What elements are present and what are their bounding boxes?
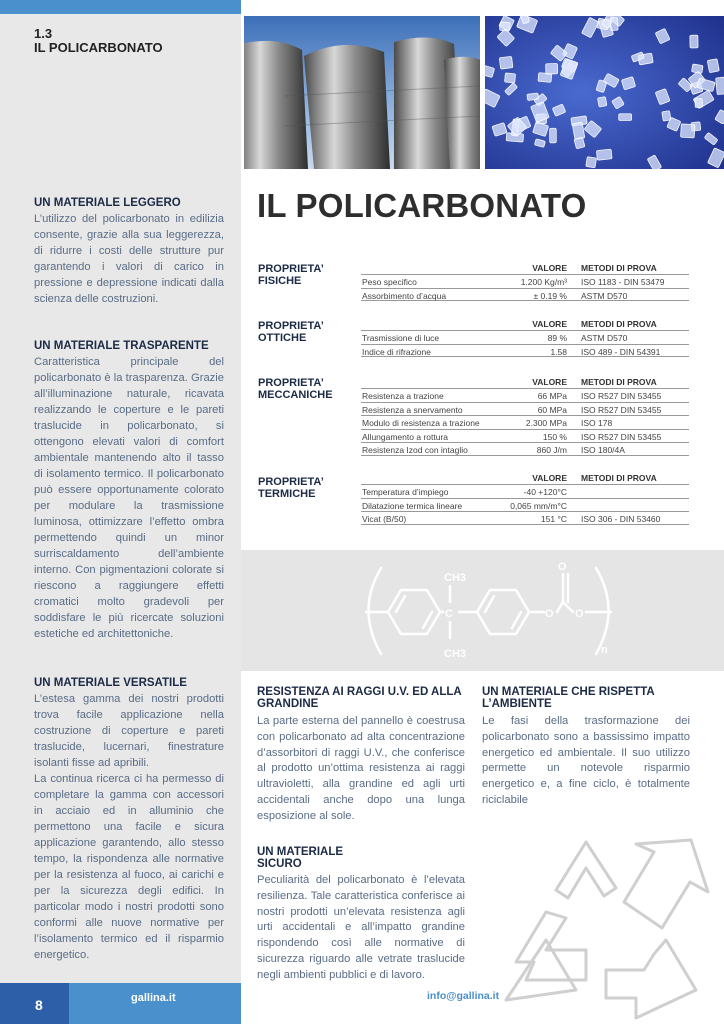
table-header xyxy=(361,376,689,388)
pellet-shape xyxy=(610,18,618,31)
cell-method: ISO R527 DIN 53455 xyxy=(581,391,662,401)
table-header xyxy=(361,318,689,330)
property-group-label: PROPRIETA’ TERMICHE xyxy=(258,476,324,500)
cell-name: Resistenza Izod con intaglio xyxy=(362,445,468,455)
cell-name: Modulo di resistenza a trazione xyxy=(362,418,480,428)
side-block-heading: UN MATERIALE LEGGERO xyxy=(34,197,181,209)
cell-value: ± 0.19 % xyxy=(533,290,567,301)
header-method: METODI DI PROVA xyxy=(581,263,657,273)
pellet-shape xyxy=(619,114,632,121)
table-row xyxy=(361,484,689,498)
site-link[interactable]: gallina.it xyxy=(69,983,241,1024)
sidebar-top-bar xyxy=(0,0,241,14)
table-row xyxy=(361,330,689,344)
pellet-shape xyxy=(681,124,695,138)
formula-ch3-bottom: CH3 xyxy=(444,648,467,660)
polycarbonate-formula xyxy=(241,550,724,671)
cell-name: Assorbimento d’acqua xyxy=(362,290,447,301)
pellet-shape xyxy=(499,56,513,69)
cell-name: Trasmissione di luce xyxy=(362,333,440,343)
recycle-icon xyxy=(486,830,712,1024)
property-table xyxy=(361,376,689,456)
cell-name: Resistenza a trazione xyxy=(362,391,444,401)
sidebar xyxy=(0,0,241,1024)
side-block-heading: UN MATERIALE TRASPARENTE xyxy=(34,340,209,352)
side-block-leggero xyxy=(34,197,224,307)
table-header xyxy=(361,472,689,484)
formula-ch3-top: CH3 xyxy=(444,572,467,584)
cell-value: 2.300 MPa xyxy=(525,418,567,428)
cell-name: Dilatazione termica lineare xyxy=(362,500,463,511)
pellet-shape xyxy=(707,59,719,73)
page-number: 8 xyxy=(0,983,69,1024)
cell-method: ASTM D570 xyxy=(581,333,628,343)
pellet-shape xyxy=(596,149,612,160)
table-row xyxy=(361,344,689,358)
block-ambiente-heading: UN MATERIALE CHE RISPETTA L’AMBIENTE xyxy=(482,686,655,710)
header-value: VALORE xyxy=(532,473,567,483)
cell-method: ISO 178 xyxy=(581,418,613,428)
property-group-label: PROPRIETA’ FISICHE xyxy=(258,263,324,287)
table-row xyxy=(361,402,689,416)
cell-value: -40 +120°C xyxy=(523,487,567,497)
pellet-shape xyxy=(550,128,557,143)
page-title: IL POLICARBONATO xyxy=(257,187,587,224)
cell-name: Peso specifico xyxy=(362,277,417,287)
pellet-shape xyxy=(586,157,597,168)
pellet-shape xyxy=(691,64,703,74)
section-title: IL POLICARBONATO xyxy=(34,40,163,55)
cell-value: 1.200 Kg/m³ xyxy=(520,277,567,287)
cell-value: 860 J/m xyxy=(536,445,567,455)
property-table xyxy=(361,472,689,525)
cell-name: Temperatura d’impiego xyxy=(362,487,449,497)
table-row xyxy=(361,274,689,288)
cell-name: Indice di rifrazione xyxy=(362,346,431,357)
cell-method: ISO 180/4A xyxy=(581,445,625,455)
silos-photo xyxy=(244,16,480,169)
cell-name: Resistenza a snervamento xyxy=(362,404,463,415)
pellet-shape xyxy=(527,93,539,101)
side-block-text: Caratteristica principale del policarbonato è la trasparenza. Grazie all’illuminazione naturale, ricavata realizzando le coperture e le pareti traslucide in policarbonato, si ottengono elevati valori di comfort ambientale mantenendo alto il tasso di isolamento termico. Il policarbonato può essere opportunamente colorato per modulare la trasmissione luminosa, ottimizzare l’effetto ombra permettendo quindi un minor surriscaldamento dell’ambiente interno. Con pigmentazioni colorate si riescono a raggiungere effetti cromatici molto gradevoli per soddisfare le più ricercate soluzioni estetiche ed architettoniche. xyxy=(34,356,224,640)
table-row xyxy=(361,429,689,443)
header-value: VALORE xyxy=(532,319,567,329)
pellet-shape xyxy=(597,97,606,107)
block-uv xyxy=(257,686,465,825)
cell-name: Allungamento a rottura xyxy=(362,431,448,442)
cell-value: 66 MPa xyxy=(537,391,567,401)
side-block-text: L’estesa gamma dei nostri prodotti trova facile applicazione nella costruzione di coperture e pareti traslucide, lucernari, finestrature isolanti fisse ad apribili. La continua ricerca ci ha permesso di completare la gamma con accessori in acciaio ed in alluminio che permettono una facile e sicura applicazione garantendo, allo stesso tempo, la rispondenza alle normative per la resistenza al fuoco, ai carichi e per la sicurezza degli edifici. In particolar modo i nostri prodotti sono conformi alle nuove normative per l’isolamento termico ed il risparmio energetico. xyxy=(34,693,224,961)
pellet-shape xyxy=(546,63,558,74)
block-sicuro-text: Peculiarità del policarbonato è l’elevata resilienza. Tale caratteristica conferisce ai nostri prodotti un’elevata resistenza agli urti accidentali e all’impatto grandine rispondendo così alle normative di sicurezza riguardo alle vetrate traslucide negli ambienti pubblici e di lavoro. xyxy=(257,874,465,981)
section-number: 1.3 xyxy=(34,26,53,41)
cell-method: ISO 1183 - DIN 53479 xyxy=(581,277,665,287)
property-group-label: PROPRIETA’ MECCANICHE xyxy=(258,377,333,401)
property-table xyxy=(361,262,689,301)
pellet-shape xyxy=(505,73,516,83)
formula-repeat: n xyxy=(601,644,608,656)
pellets-photo xyxy=(485,16,724,169)
table-row xyxy=(361,415,689,429)
header-method: METODI DI PROVA xyxy=(581,377,657,387)
cell-method: ISO 306 - DIN 53460 xyxy=(581,514,661,524)
cell-method: ISO R527 DIN 53455 xyxy=(581,431,662,442)
block-sicuro-heading: UN MATERIALE SICURO xyxy=(257,846,344,870)
cell-value: 0,065 mm/m°C xyxy=(510,500,567,511)
table-header xyxy=(361,262,689,274)
formula-oxygen-top: O xyxy=(558,561,567,573)
cell-method: ISO 489 - DIN 54391 xyxy=(581,346,661,357)
block-uv-heading: RESISTENZA AI RAGGI U.V. ED ALLA GRANDINE xyxy=(257,686,462,710)
block-uv-text: La parte esterna del pannello è coestrusa con policarbonato ad alta concentrazione d’assorbitori di raggi U.V., che conferisce al prodotto un’ottima resistenza ai raggi ultravioletti, alla grandine ed agli urti accidentali anche dopo una lunga esposizione al sole. xyxy=(257,715,465,822)
pellet-shape xyxy=(690,35,698,48)
side-block-versatile xyxy=(34,677,224,963)
header-value: VALORE xyxy=(532,377,567,387)
cell-value: 89 % xyxy=(547,333,567,343)
side-block-heading: UN MATERIALE VERSATILE xyxy=(34,677,187,689)
property-group-label: PROPRIETA’ OTTICHE xyxy=(258,320,324,344)
pellet-shape xyxy=(695,98,703,107)
formula-oxygen-right: O xyxy=(575,608,584,620)
pellet-shape xyxy=(662,111,671,121)
pellet-shape xyxy=(574,137,585,149)
header-value: VALORE xyxy=(532,263,567,273)
header-method: METODI DI PROVA xyxy=(581,319,657,329)
table-row xyxy=(361,288,689,302)
cell-method: ASTM D570 xyxy=(581,290,628,301)
block-sicuro xyxy=(257,846,465,984)
block-ambiente-text: Le fasi della trasformazione dei policarbonato sono a bassissimo impatto energetico ed ambientale. Il suo utilizzo permette un notevole risparmio energetico e, a fine ciclo, è totalmente riciclabile xyxy=(482,715,690,806)
table-row xyxy=(361,442,689,456)
email-link[interactable]: info@gallina.it xyxy=(427,990,500,1002)
table-row xyxy=(361,498,689,512)
side-block-trasparente xyxy=(34,340,224,642)
cell-value: 60 MPa xyxy=(537,404,567,415)
block-ambiente xyxy=(482,686,690,809)
table-row xyxy=(361,511,689,525)
cell-value: 150 % xyxy=(542,431,567,442)
table-row xyxy=(361,388,689,402)
header-method: METODI DI PROVA xyxy=(581,473,657,483)
formula-carbon: C xyxy=(445,608,453,620)
cell-value: 1.58 xyxy=(550,346,567,357)
formula-oxygen-left: O xyxy=(545,608,554,620)
cell-name: Vicat (B/50) xyxy=(362,514,407,524)
side-block-text: L’utilizzo del policarbonato in edilizia consente, grazie alla sua leggerezza, di ridurre i costi delle strutture pur garantendo i valori di carico in pressione e depressione indicati dalla scienza delle costruzioni. xyxy=(34,213,224,305)
cell-value: 151 °C xyxy=(540,514,567,524)
property-table xyxy=(361,318,689,357)
pellet-shape xyxy=(716,77,724,95)
cell-method: ISO R527 DIN 53455 xyxy=(581,404,662,415)
